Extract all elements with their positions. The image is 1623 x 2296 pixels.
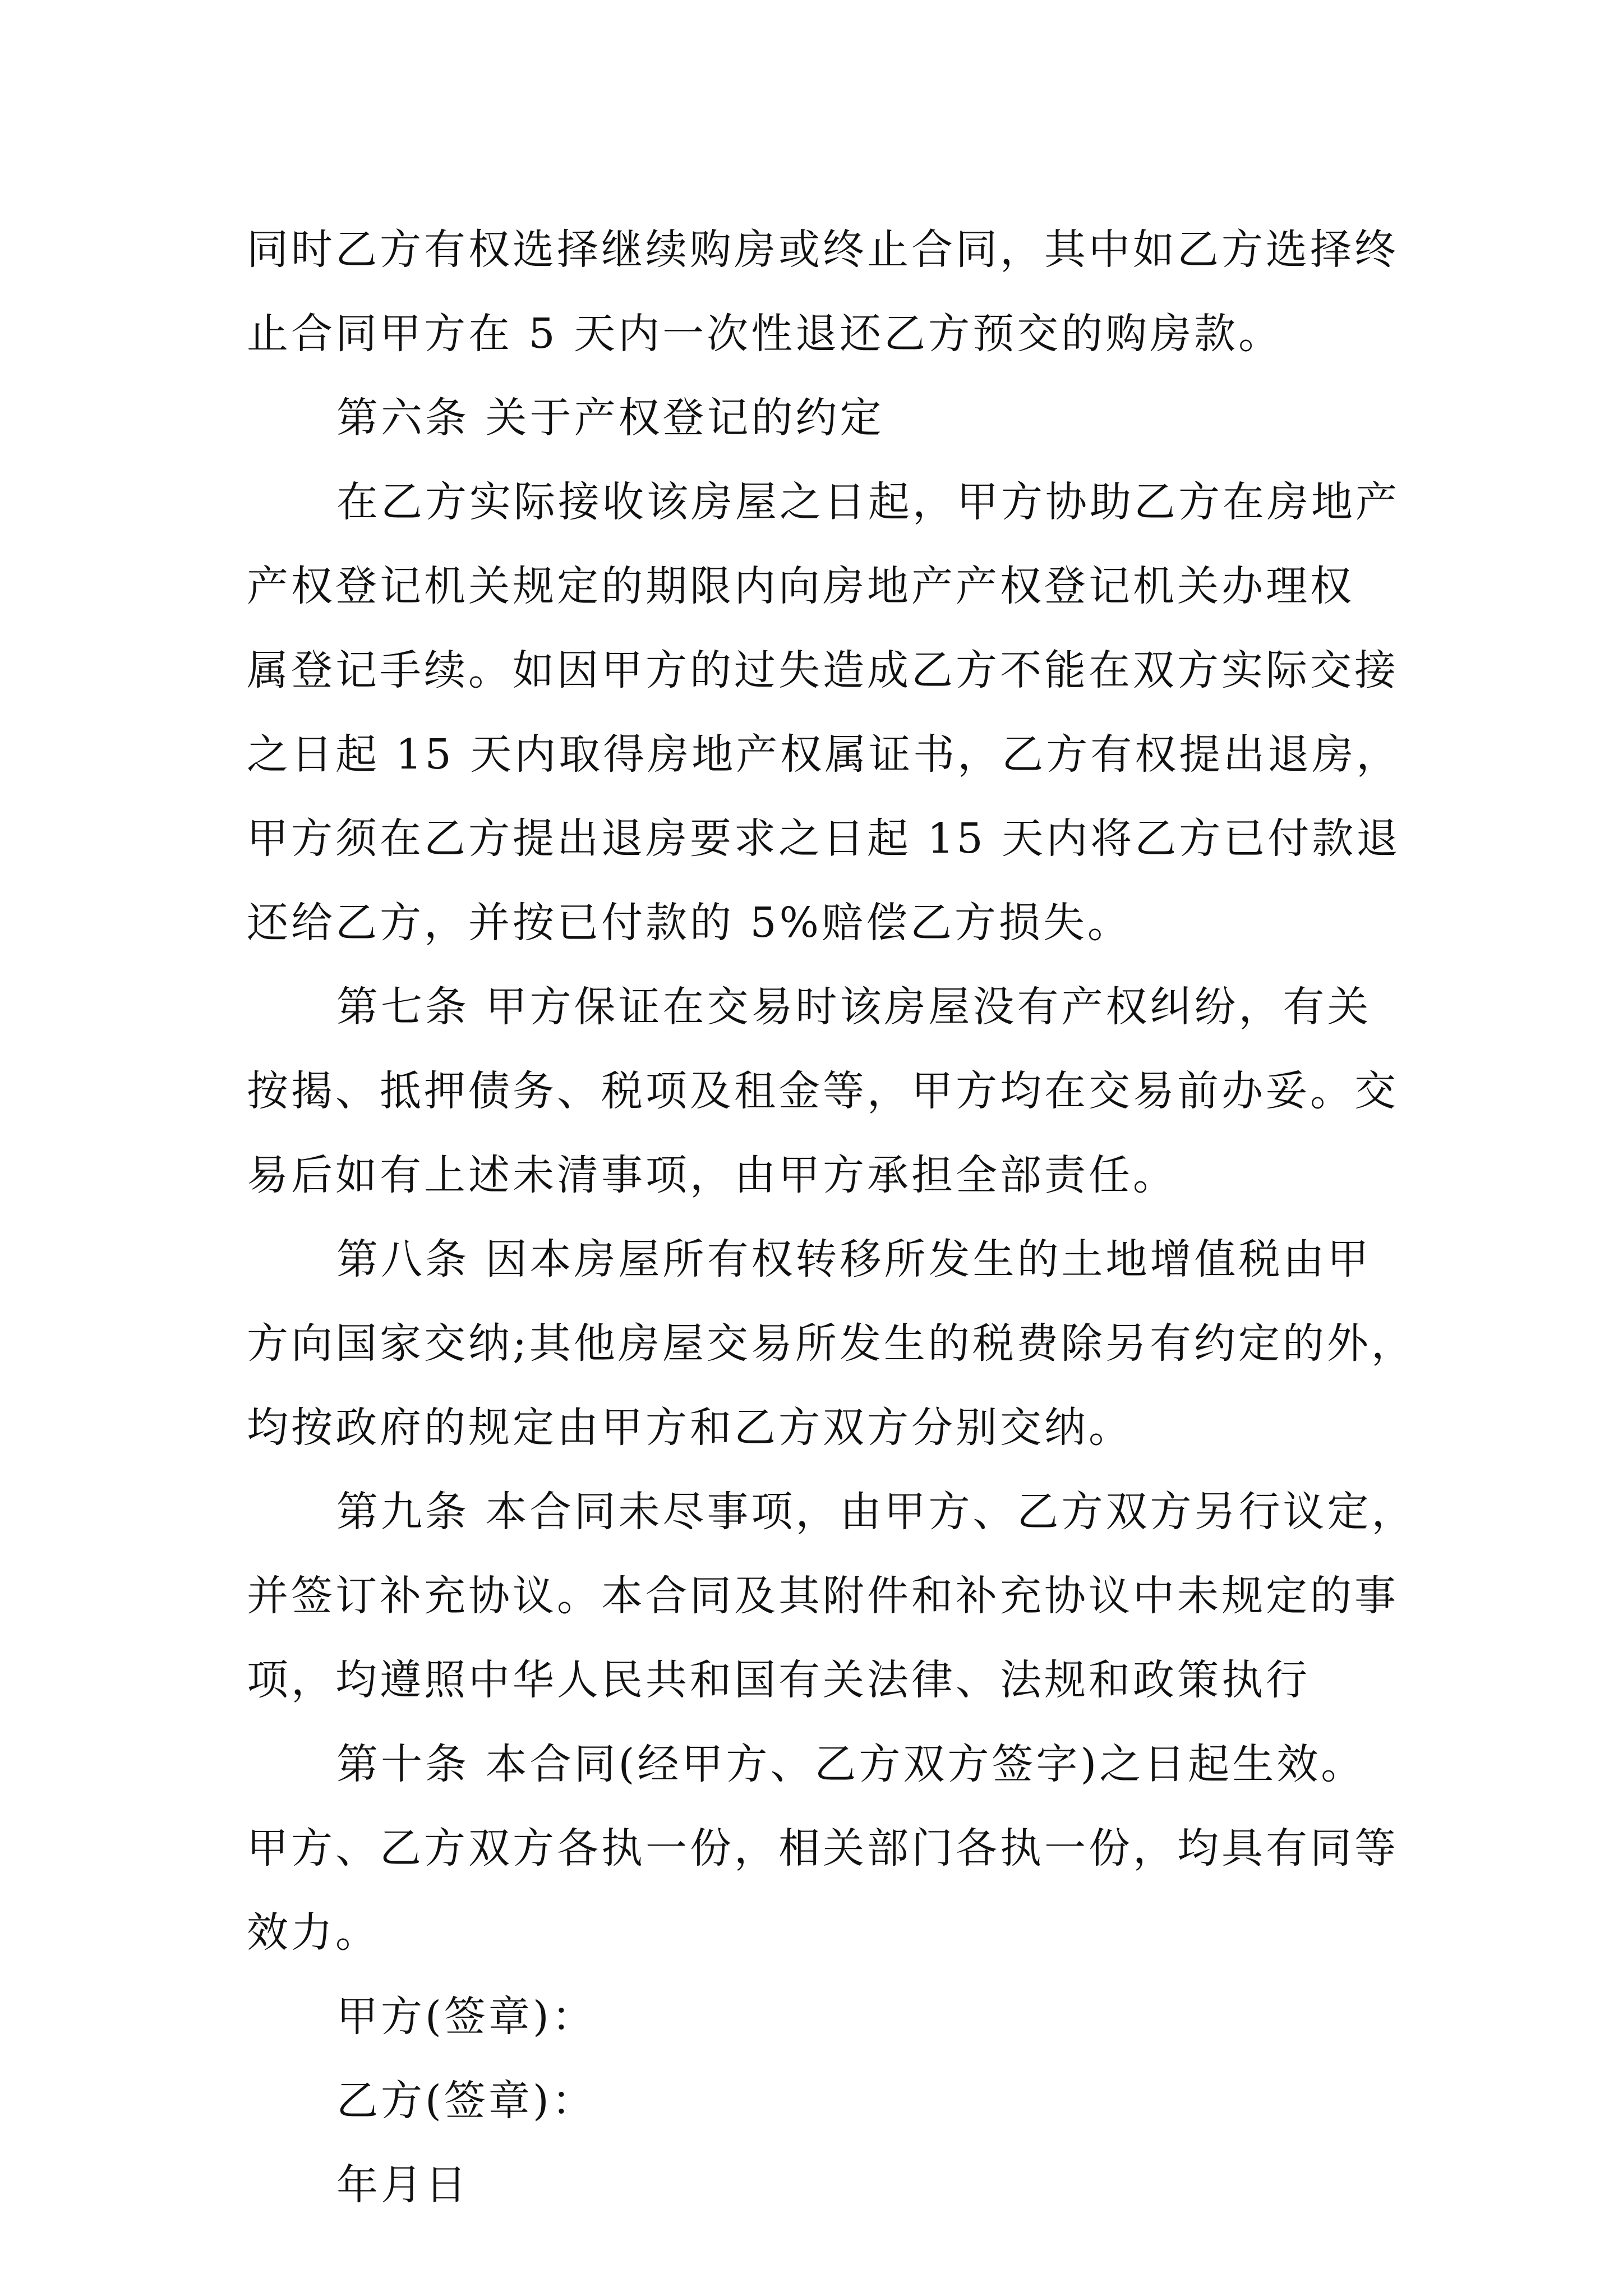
text-line: 项，均遵照中华人民共和国有关法律、法规和政策执行 <box>247 1656 1310 1704</box>
text-line: 效力。 <box>247 1908 380 1957</box>
text-line: 止合同甲方在 5 天内一次性退还乙方预交的购房款。 <box>247 310 1283 358</box>
text-line: 按揭、抵押债务、税项及租金等，甲方均在交易前办妥。交 <box>247 1067 1399 1115</box>
article-8-line: 第八条 因本房屋所有权转移所发生的土地增值税由甲 <box>336 1235 1372 1283</box>
text-line: 还给乙方，并按已付款的 5%赔偿乙方损失。 <box>247 899 1132 947</box>
article-10-line: 第十条 本合同(经甲方、乙方双方签字)之日起生效。 <box>336 1740 1366 1788</box>
party-a-signature-label: 甲方(签章)： <box>336 1993 596 2041</box>
text-line: 甲方须在乙方提出退房要求之日起 15 天内将乙方已付款退 <box>247 815 1401 863</box>
text-line: 并签订补充协议。本合同及其附件和补充协议中未规定的事 <box>247 1572 1399 1620</box>
party-b-signature-label: 乙方(签章)： <box>336 2077 596 2125</box>
article-7-line: 第七条 甲方保证在交易时该房屋没有产权纠纷，有关 <box>336 983 1372 1031</box>
article-6-heading: 第六条 关于产权登记的约定 <box>336 394 884 442</box>
text-line: 方向国家交纳;其他房屋交易所发生的税费除另有约定的外， <box>247 1319 1415 1368</box>
contract-text <box>247 208 1416 2227</box>
text-line: 均按政府的规定由甲方和乙方双方分别交纳。 <box>247 1404 1133 1452</box>
text-line: 属登记手续。如因甲方的过失造成乙方不能在双方实际交接 <box>247 646 1399 694</box>
text-line: 易后如有上述未清事项，由甲方承担全部责任。 <box>247 1151 1177 1199</box>
date-label: 年月日 <box>336 2161 469 2209</box>
text-line: 在乙方实际接收该房屋之日起，甲方协助乙方在房地产 <box>336 478 1400 526</box>
text-line: 甲方、乙方双方各执一份，相关部门各执一份，均具有同等 <box>247 1824 1399 1872</box>
text-line: 同时乙方有权选择继续购房或终止合同，其中如乙方选择终 <box>247 226 1399 274</box>
text-line: 产权登记机关规定的期限内向房地产产权登记机关办理权 <box>247 562 1354 610</box>
text-line: 之日起 15 天内取得房地产权属证书，乙方有权提出退房， <box>247 730 1401 779</box>
article-9-line: 第九条 本合同未尽事项，由甲方、乙方双方另行议定， <box>336 1488 1416 1536</box>
